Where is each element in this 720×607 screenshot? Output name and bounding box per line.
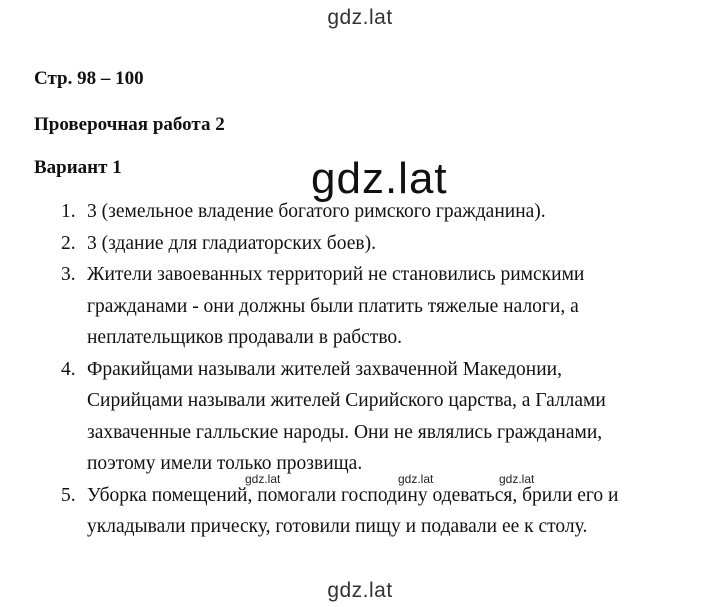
answer-number: 5. (61, 484, 76, 506)
watermark-small: gdz.lat (398, 472, 434, 486)
answer-line: 3 (земельное владение богатого римского гражданина). (87, 201, 546, 222)
answer-number: 3. (61, 264, 76, 285)
answer-line: укладывали прическу, готовили пищу и подавали ее к столу. (87, 516, 588, 537)
answer-line: Фракийцами называли жителей захваченной Македонии, (87, 358, 562, 380)
answer-item (34, 259, 694, 354)
answer-line: гражданами - они должны были платить тяжелые налоги, а (87, 295, 579, 317)
answer-item (34, 480, 694, 543)
answer-list (34, 196, 694, 543)
answer-line: захваченные галльские народы. Они не являлись гражданами, (87, 421, 603, 443)
watermark-top: gdz.lat (327, 6, 393, 29)
answer-line: Жители завоеванных территорий не становились римскими (87, 264, 585, 285)
answer-number: 4. (61, 358, 76, 380)
answer-line: Сирийцами называли жителей Сирийского царства, а Галлами (87, 390, 606, 411)
answer-line: 3 (здание для гладиаторских боев). (87, 232, 376, 254)
answer-number: 1. (61, 201, 76, 222)
page-range-heading: Стр. 98 – 100 (34, 68, 144, 89)
answer-item (34, 354, 694, 480)
watermark-center: gdz.lat (311, 154, 448, 203)
watermark-bottom: gdz.lat (327, 579, 393, 602)
watermark-small: gdz.lat (245, 472, 281, 486)
answer-item (34, 228, 694, 260)
answer-number: 2. (61, 232, 76, 254)
answer-line: поэтому имели только прозвища. (87, 453, 363, 474)
answer-line: Уборка помещений, помогали господину одеваться, брили его и (87, 484, 619, 506)
work-title-heading: Проверочная работа 2 (34, 114, 225, 135)
variant-heading: Вариант 1 (34, 157, 122, 178)
answer-line: неплательщиков продавали в рабство. (87, 327, 403, 348)
watermark-small: gdz.lat (499, 472, 535, 486)
